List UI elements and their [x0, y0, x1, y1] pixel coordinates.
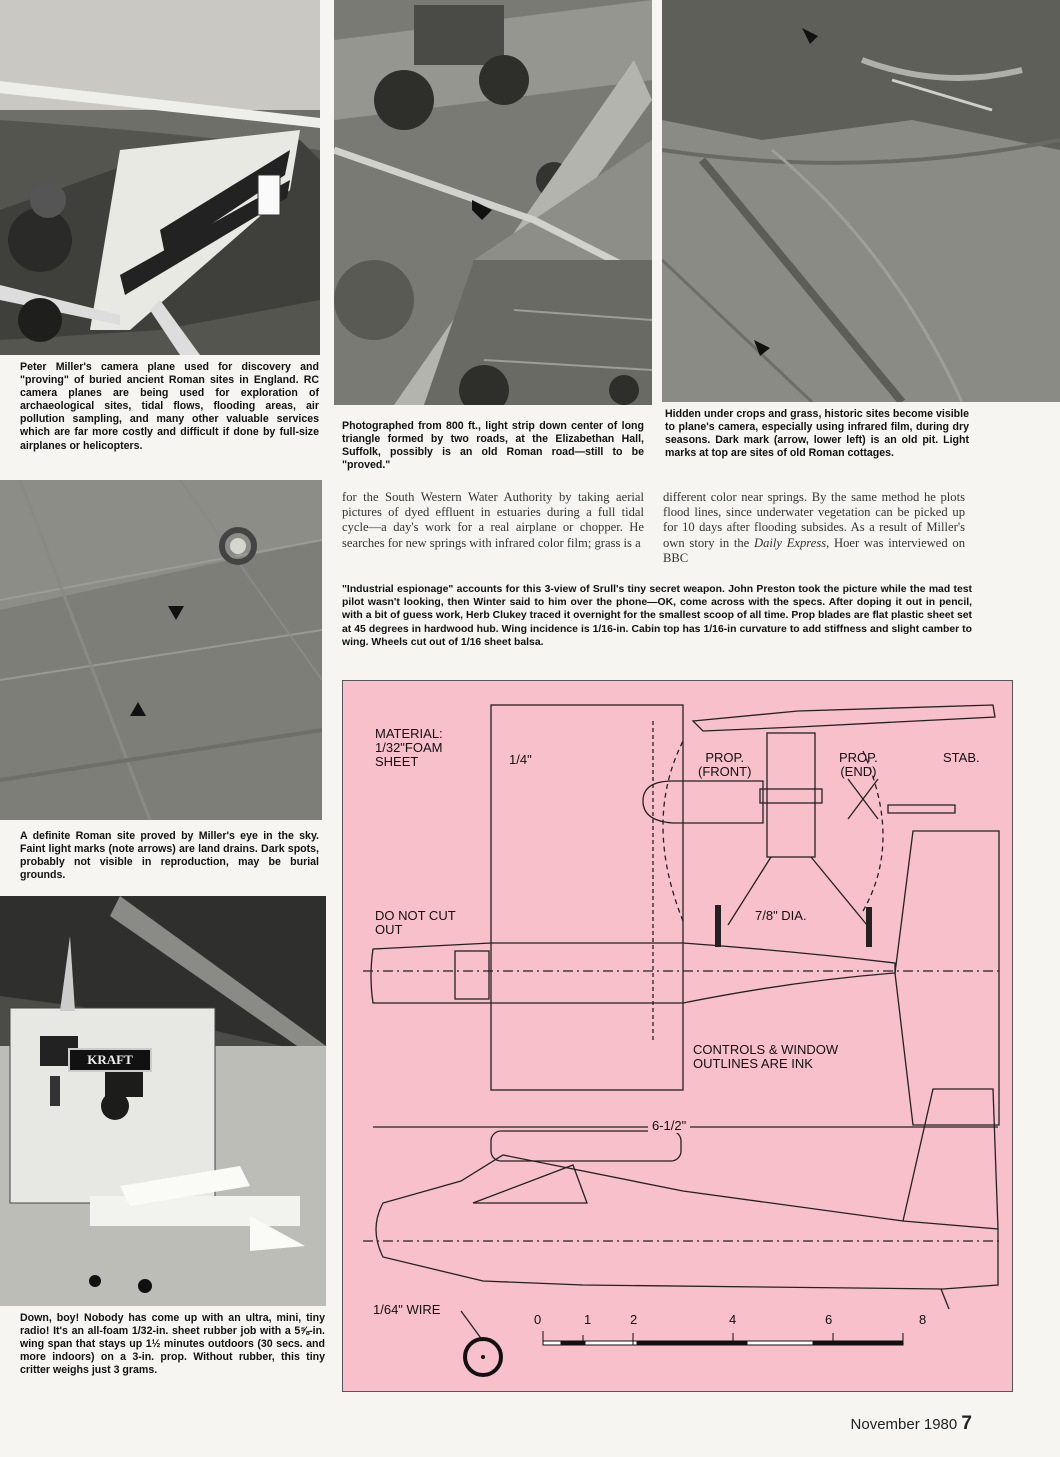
scale-label-2: 2 — [630, 1312, 638, 1327]
elizabethan-hall-photo — [334, 0, 652, 405]
span-dimension: 6-1/2" — [648, 1119, 690, 1133]
kraft-badge: KRAFT — [68, 1048, 152, 1072]
do-not-cut-label: DO NOT CUT OUT — [375, 908, 456, 937]
body-column-2-text-a: different color near springs. By the same method he plots flood lines, since underwater vegetation can be picked up for 10 days after flooding subsides. As a result of Miller's own story in the — [663, 490, 965, 550]
controls-note: CONTROLS & WINDOW OUTLINES ARE INK — [693, 1042, 839, 1071]
hidden-sites-caption: Hidden under crops and grass, historic sites become visible to plane's camera, especially using infrared film, during dry seasons. Dark mark (arrow, lower left) is an old pit. Light marks at top are sites of old Roman cottages. — [665, 408, 969, 460]
page-folio — [851, 1413, 972, 1435]
roman-site-caption: A definite Roman site proved by Miller's eye in the sky. Faint light marks (note arrows) are land drains. Dark spots, probably not visible in reproduction, may be burial grounds. — [20, 830, 319, 882]
body-column-1: for the South Western Water Authority by taking aerial pictures of dyed effluent in estuaries during a full tidal cycle—a day's work for a real airplane or chopper. He searches for new springs with infrared color film; grass is a — [342, 490, 644, 550]
daily-express-title: Daily Express, — [754, 535, 830, 550]
scale-label-0: 0 — [534, 1312, 542, 1327]
body-column-2-text-b: Hoer was interviewed on BBC — [663, 535, 965, 565]
espionage-caption: "Industrial espionage" accounts for this 3-view of Srull's tiny secret weapon. John Preston took the picture while the mad test pilot wasn't looking, then Winter said to him over the phone—OK, come across with the specs. After doping it out in pencil, with a bit of guess work, Herb Clukey traced it overnight for the smallest scoop of all time. Prop blades are flat plastic sheet set at 45 degrees in hardwood hub. Wing incidence is 1/16-in. Cabin top has 1/16-in curvature to add stiffness and slight camber to wing. Wheels cut out of 1/16 sheet balsa. — [342, 584, 972, 648]
scale-label-8: 8 — [919, 1312, 927, 1327]
scale-label-4: 4 — [729, 1312, 737, 1327]
roman-site-photo — [0, 480, 322, 820]
scale-label-1: 1 — [584, 1312, 592, 1327]
quarter-inch-label: 1/4" — [509, 752, 532, 767]
prop-end-label: PROP. (END) — [839, 750, 878, 779]
tiny-radio-photo — [0, 896, 326, 1306]
wire-label: 1/64" WIRE — [373, 1302, 441, 1317]
camera-plane-caption: Peter Miller's camera plane used for discovery and "proving" of buried ancient Roman sites in England. RC camera planes are being used for exploration of archaeological sites, tidal flows, flooding areas, air pollution sampling, and many other valuable services which are far more costly and difficult if done by full-size airplanes or helicopters. — [20, 361, 319, 452]
three-view-drawing — [342, 680, 1013, 1392]
material-label: MATERIAL: 1/32"FOAM SHEET — [375, 726, 443, 769]
scale-label-6: 6 — [825, 1312, 833, 1327]
tiny-radio-caption: Down, boy! Nobody has come up with an ultra, mini, tiny radio! It's an all-foam 1/32-in. sheet rubber job with a 5⅝-in. wing span that stays up 1½ minutes outdoors (30 secs. and more indoors) on a 3-in. prop. Without rubber, this tiny critter weighs just 3 grams. — [20, 1312, 325, 1377]
elizabethan-hall-caption: Photographed from 800 ft., light strip down center of long triangle formed by two roads, at the Elizabethan Hall, Suffolk, possibly is an old Roman road—still to be "proved." — [342, 420, 644, 472]
plan-lines — [343, 681, 1014, 1393]
prop-front-label: PROP. (FRONT) — [698, 750, 752, 779]
body-column-2 — [663, 490, 965, 566]
issue-date: November 1980 — [850, 1416, 958, 1433]
camera-plane-photo — [0, 0, 320, 355]
page-number: 7 — [961, 1413, 972, 1434]
hidden-sites-photo — [662, 0, 1060, 402]
stab-label: STAB. — [943, 750, 980, 765]
wheel-diameter-label: 7/8" DIA. — [755, 908, 807, 923]
